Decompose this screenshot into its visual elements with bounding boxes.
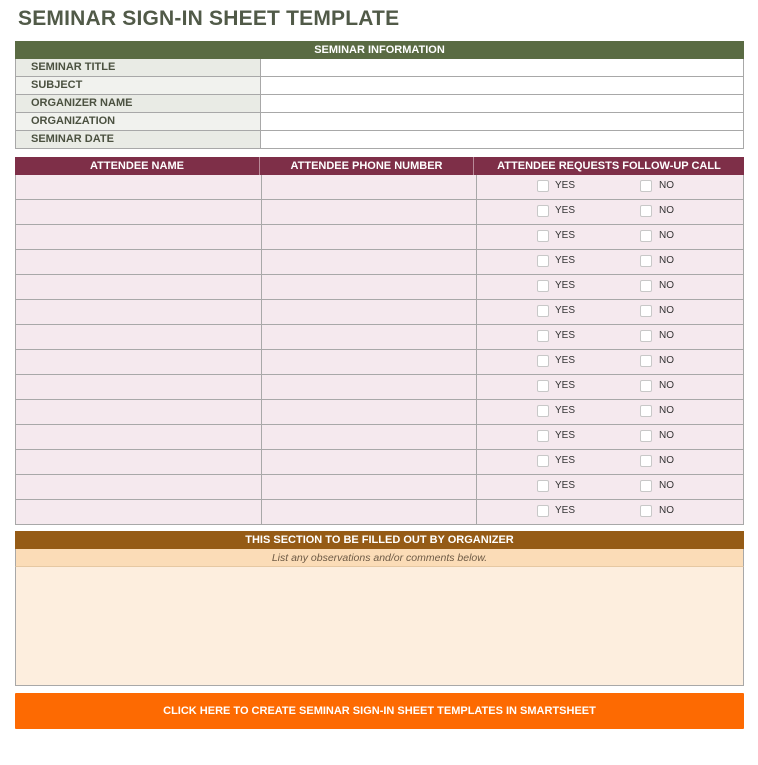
yes-label: YES — [555, 255, 576, 266]
attendee-name-field[interactable] — [16, 425, 262, 449]
yes-label: YES — [555, 380, 576, 391]
seminar-title-field[interactable] — [261, 59, 744, 76]
attendee-row — [16, 425, 743, 450]
no-checkbox[interactable] — [640, 230, 652, 242]
follow-up-call-cell — [477, 325, 743, 349]
no-label: NO — [659, 305, 674, 316]
attendee-phone-field[interactable] — [262, 175, 477, 199]
yes-checkbox[interactable] — [537, 505, 549, 517]
follow-up-call-cell — [477, 425, 743, 449]
organizer-section — [15, 531, 744, 686]
yes-checkbox[interactable] — [537, 305, 549, 317]
no-checkbox[interactable] — [640, 430, 652, 442]
no-checkbox[interactable] — [640, 455, 652, 467]
attendee-row — [16, 275, 743, 300]
no-label: NO — [659, 280, 674, 291]
attendee-row — [16, 475, 743, 500]
follow-up-call-cell — [477, 175, 743, 199]
organization-field[interactable] — [261, 113, 744, 130]
attendee-row — [16, 500, 743, 525]
attendee-table — [15, 157, 744, 525]
attendee-row — [16, 325, 743, 350]
subject-field[interactable] — [261, 77, 744, 94]
attendee-name-field[interactable] — [16, 325, 262, 349]
yes-checkbox[interactable] — [537, 430, 549, 442]
follow-up-call-cell — [477, 400, 743, 424]
attendee-row — [16, 225, 743, 250]
yes-checkbox[interactable] — [537, 255, 549, 267]
yes-checkbox[interactable] — [537, 205, 549, 217]
info-row-seminar-title — [16, 59, 744, 77]
yes-label: YES — [555, 430, 576, 441]
follow-up-call-cell — [477, 300, 743, 324]
no-label: NO — [659, 430, 674, 441]
attendee-phone-field[interactable] — [262, 425, 477, 449]
yes-checkbox[interactable] — [537, 180, 549, 192]
yes-label: YES — [555, 455, 576, 466]
organizer-instruction: List any observations and/or comments below. — [15, 549, 744, 567]
seminar-information-table — [15, 41, 744, 149]
info-label: ORGANIZER NAME — [16, 95, 261, 112]
follow-up-call-cell — [477, 500, 743, 524]
attendee-table-header — [15, 157, 744, 175]
info-row-seminar-date — [16, 131, 744, 149]
no-checkbox[interactable] — [640, 480, 652, 492]
column-header-attendee-name: ATTENDEE NAME — [15, 157, 260, 175]
attendee-phone-field[interactable] — [262, 300, 477, 324]
attendee-row — [16, 350, 743, 375]
yes-label: YES — [555, 330, 576, 341]
attendee-name-field[interactable] — [16, 200, 262, 224]
yes-checkbox[interactable] — [537, 355, 549, 367]
info-label: SEMINAR TITLE — [16, 59, 261, 76]
attendee-name-field[interactable] — [16, 175, 262, 199]
attendee-row — [16, 400, 743, 425]
no-label: NO — [659, 455, 674, 466]
no-label: NO — [659, 355, 674, 366]
attendee-name-field[interactable] — [16, 350, 262, 374]
attendee-phone-field[interactable] — [262, 225, 477, 249]
attendee-name-field[interactable] — [16, 450, 262, 474]
follow-up-call-cell — [477, 450, 743, 474]
yes-label: YES — [555, 480, 576, 491]
no-checkbox[interactable] — [640, 305, 652, 317]
follow-up-call-cell — [477, 375, 743, 399]
yes-checkbox[interactable] — [537, 455, 549, 467]
info-row-organization — [16, 113, 744, 131]
column-header-follow-up-call: ATTENDEE REQUESTS FOLLOW-UP CALL — [497, 160, 721, 172]
attendee-name-field[interactable] — [16, 225, 262, 249]
yes-checkbox[interactable] — [537, 330, 549, 342]
attendee-name-field[interactable] — [16, 300, 262, 324]
attendee-phone-field[interactable] — [262, 350, 477, 374]
attendee-name-field[interactable] — [16, 275, 262, 299]
no-checkbox[interactable] — [640, 505, 652, 517]
no-checkbox[interactable] — [640, 205, 652, 217]
yes-label: YES — [555, 280, 576, 291]
yes-checkbox[interactable] — [537, 380, 549, 392]
no-checkbox[interactable] — [640, 255, 652, 267]
no-checkbox[interactable] — [640, 380, 652, 392]
info-label: SUBJECT — [16, 77, 261, 94]
info-label: ORGANIZATION — [16, 113, 261, 130]
no-label: NO — [659, 230, 674, 241]
attendee-row — [16, 175, 743, 200]
follow-up-call-cell — [477, 275, 743, 299]
attendee-phone-field[interactable] — [262, 250, 477, 274]
attendee-row — [16, 375, 743, 400]
attendee-name-field[interactable] — [16, 475, 262, 499]
yes-label: YES — [555, 230, 576, 241]
no-checkbox[interactable] — [640, 405, 652, 417]
no-label: NO — [659, 255, 674, 266]
no-label: NO — [659, 330, 674, 341]
no-label: NO — [659, 480, 674, 491]
attendee-name-field[interactable] — [16, 375, 262, 399]
attendee-name-field[interactable] — [16, 250, 262, 274]
attendee-row — [16, 250, 743, 275]
no-label: NO — [659, 380, 674, 391]
attendee-row — [16, 300, 743, 325]
organizer-section-header: THIS SECTION TO BE FILLED OUT BY ORGANIZER — [15, 531, 744, 549]
no-label: NO — [659, 405, 674, 416]
follow-up-call-cell — [477, 350, 743, 374]
follow-up-call-cell — [477, 200, 743, 224]
attendee-row — [16, 450, 743, 475]
seminar-date-field[interactable] — [261, 131, 744, 148]
follow-up-call-cell — [477, 475, 743, 499]
attendee-row — [16, 200, 743, 225]
yes-checkbox[interactable] — [537, 480, 549, 492]
attendee-phone-field[interactable] — [262, 275, 477, 299]
yes-checkbox[interactable] — [537, 405, 549, 417]
organizer-name-field[interactable] — [261, 95, 744, 112]
yes-label: YES — [555, 180, 576, 191]
yes-checkbox[interactable] — [537, 230, 549, 242]
attendee-name-field[interactable] — [16, 400, 262, 424]
info-label: SEMINAR DATE — [16, 131, 261, 148]
attendee-phone-field[interactable] — [262, 325, 477, 349]
info-row-subject — [16, 77, 744, 95]
seminar-information-header: SEMINAR INFORMATION — [15, 41, 744, 59]
create-template-smartsheet-button[interactable]: CLICK HERE TO CREATE SEMINAR SIGN-IN SHEET TEMPLATES IN SMARTSHEET — [15, 693, 744, 729]
yes-checkbox[interactable] — [537, 280, 549, 292]
yes-label: YES — [555, 305, 576, 316]
attendee-name-field[interactable] — [16, 500, 262, 524]
no-label: NO — [659, 205, 674, 216]
no-checkbox[interactable] — [640, 355, 652, 367]
yes-label: YES — [555, 405, 576, 416]
page-title: SEMINAR SIGN-IN SHEET TEMPLATE — [18, 7, 400, 30]
yes-label: YES — [555, 205, 576, 216]
no-checkbox[interactable] — [640, 180, 652, 192]
no-checkbox[interactable] — [640, 280, 652, 292]
attendee-phone-field[interactable] — [262, 375, 477, 399]
attendee-phone-field[interactable] — [262, 450, 477, 474]
attendee-phone-field[interactable] — [262, 400, 477, 424]
attendee-phone-field[interactable] — [262, 475, 477, 499]
attendee-phone-field[interactable] — [262, 500, 477, 524]
no-label: NO — [659, 180, 674, 191]
organizer-comments-field[interactable] — [15, 567, 744, 686]
no-label: NO — [659, 505, 674, 516]
yes-label: YES — [555, 355, 576, 366]
no-checkbox[interactable] — [640, 330, 652, 342]
attendee-rows — [15, 175, 744, 525]
follow-up-call-cell — [477, 225, 743, 249]
column-header-phone-number: ATTENDEE PHONE NUMBER — [260, 157, 474, 175]
attendee-phone-field[interactable] — [262, 200, 477, 224]
follow-up-call-cell — [477, 250, 743, 274]
info-row-organizer-name — [16, 95, 744, 113]
yes-label: YES — [555, 505, 576, 516]
